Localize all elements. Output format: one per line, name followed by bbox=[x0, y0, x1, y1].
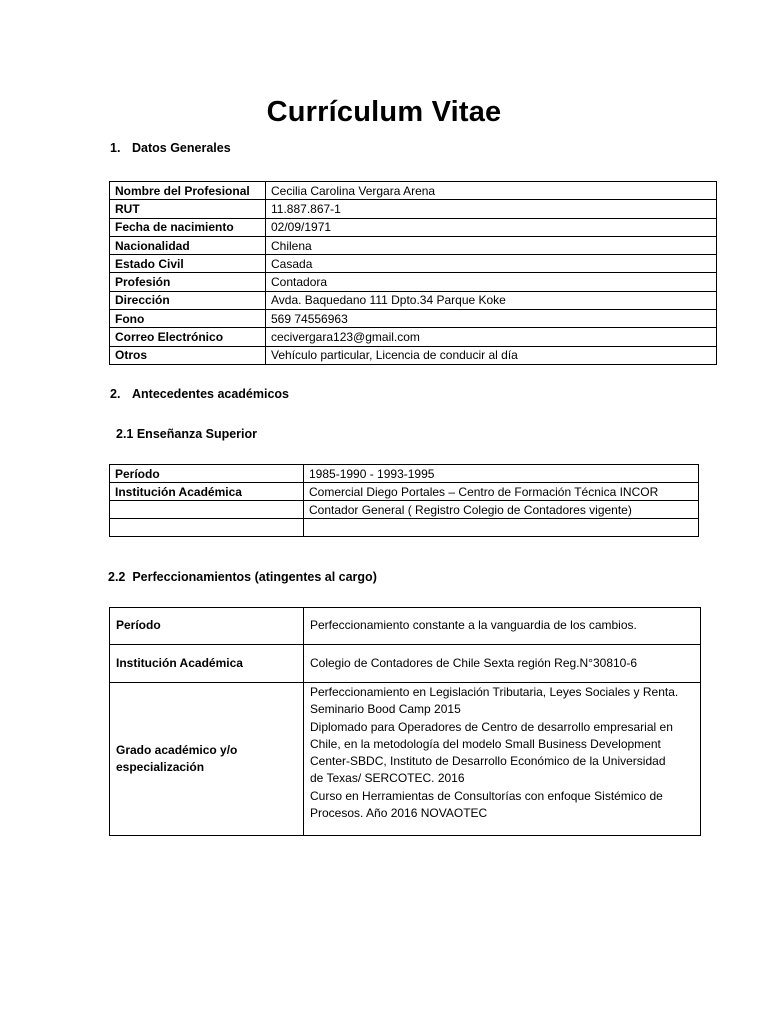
table-row bbox=[110, 310, 717, 328]
row-value: 1985-1990 - 1993-1995 bbox=[304, 465, 699, 483]
row-label: Fono bbox=[110, 310, 266, 328]
row-value: Contador General ( Registro Colegio de Contadores vigente) bbox=[304, 501, 699, 519]
ensenanza-superior-table bbox=[109, 464, 699, 537]
document-title: Currículum Vitae bbox=[266, 96, 502, 128]
section-2-2-heading bbox=[108, 570, 377, 584]
section-2-number: 2. bbox=[110, 387, 121, 401]
row-value: 11.887.867-1 bbox=[266, 200, 717, 218]
table-row bbox=[110, 200, 717, 218]
row-label: Correo Electrónico bbox=[110, 328, 266, 346]
row-value: Avda. Baquedano 111 Dpto.34 Parque Koke bbox=[266, 291, 717, 309]
row-label bbox=[110, 519, 304, 537]
periodo-value: Perfeccionamiento constante a la vanguardia de los cambios. bbox=[304, 608, 701, 645]
table-row bbox=[110, 483, 699, 501]
table-row bbox=[110, 255, 717, 273]
table-row bbox=[110, 291, 717, 309]
row-label: Estado Civil bbox=[110, 255, 266, 273]
perfeccionamientos-table bbox=[109, 607, 701, 836]
grado-line: Perfeccionamiento en Legislación Tributaria, Leyes Sociales y Renta. bbox=[310, 685, 679, 699]
table-row bbox=[110, 645, 701, 683]
datos-generales-table bbox=[109, 181, 717, 365]
grado-line: Procesos. Año 2016 NOVAOTEC bbox=[310, 806, 488, 821]
section-2-1-heading: 2.1 Enseñanza Superior bbox=[116, 427, 258, 441]
table-row bbox=[110, 236, 717, 254]
section-1-number: 1. bbox=[110, 141, 121, 155]
periodo-label: Período bbox=[110, 608, 304, 645]
table-row bbox=[110, 608, 701, 645]
grado-line: Chile, en la metodología del modelo Small Business Development bbox=[310, 736, 661, 751]
table-row bbox=[110, 465, 699, 483]
row-label: Profesión bbox=[110, 273, 266, 291]
grado-value bbox=[304, 683, 701, 836]
row-value: Contadora bbox=[266, 273, 717, 291]
row-value: cecivergara123@gmail.com bbox=[266, 328, 717, 346]
row-value: Casada bbox=[266, 255, 717, 273]
row-value: Cecilia Carolina Vergara Arena bbox=[266, 182, 717, 200]
grado-line: Seminario Bood Camp 2015 bbox=[310, 702, 461, 717]
section-1-title: Datos Generales bbox=[132, 141, 231, 155]
row-value: 569 74556963 bbox=[266, 310, 717, 328]
row-value: 02/09/1971 bbox=[266, 218, 717, 236]
row-value bbox=[304, 519, 699, 537]
row-label: Nombre del Profesional bbox=[110, 182, 266, 200]
institucion-label: Institución Académica bbox=[110, 645, 304, 683]
table-row bbox=[110, 218, 717, 236]
row-label: Nacionalidad bbox=[110, 236, 266, 254]
grado-line: Center-SBDC, Instituto de Desarrollo Económico de la Universidad bbox=[310, 754, 666, 769]
section-1-heading bbox=[110, 141, 231, 155]
row-label: Fecha de nacimiento bbox=[110, 218, 266, 236]
grado-label: Grado académico y/o especialización bbox=[110, 683, 304, 836]
table-row bbox=[110, 683, 701, 836]
grado-line: Diplomado para Operadores de Centro de desarrollo empresarial en bbox=[310, 719, 673, 734]
institucion-value: Colegio de Contadores de Chile Sexta región Reg.N°30810-6 bbox=[304, 645, 701, 683]
row-label: RUT bbox=[110, 200, 266, 218]
grado-line: Curso en Herramientas de Consultorías con enfoque Sistémico de bbox=[310, 788, 663, 803]
section-2-title: Antecedentes académicos bbox=[132, 387, 290, 401]
section-2-heading bbox=[110, 387, 289, 401]
row-value: Chilena bbox=[266, 236, 717, 254]
row-label: Dirección bbox=[110, 291, 266, 309]
table-row bbox=[110, 519, 699, 537]
section-2-2-title: Perfeccionamientos (atingentes al cargo) bbox=[132, 570, 377, 584]
table-row bbox=[110, 182, 717, 200]
table-row bbox=[110, 501, 699, 519]
row-value: Vehículo particular, Licencia de conducir al día bbox=[266, 346, 717, 364]
grado-line: de Texas/ SERCOTEC. 2016 bbox=[310, 771, 465, 786]
row-label: Institución Académica bbox=[110, 483, 304, 501]
table-row bbox=[110, 346, 717, 364]
row-label: Otros bbox=[110, 346, 266, 364]
row-label: Período bbox=[110, 465, 304, 483]
row-value: Comercial Diego Portales – Centro de Formación Técnica INCOR bbox=[304, 483, 699, 501]
section-2-2-number: 2.2 bbox=[108, 570, 126, 584]
row-label bbox=[110, 501, 304, 519]
table-row bbox=[110, 328, 717, 346]
table-row bbox=[110, 273, 717, 291]
